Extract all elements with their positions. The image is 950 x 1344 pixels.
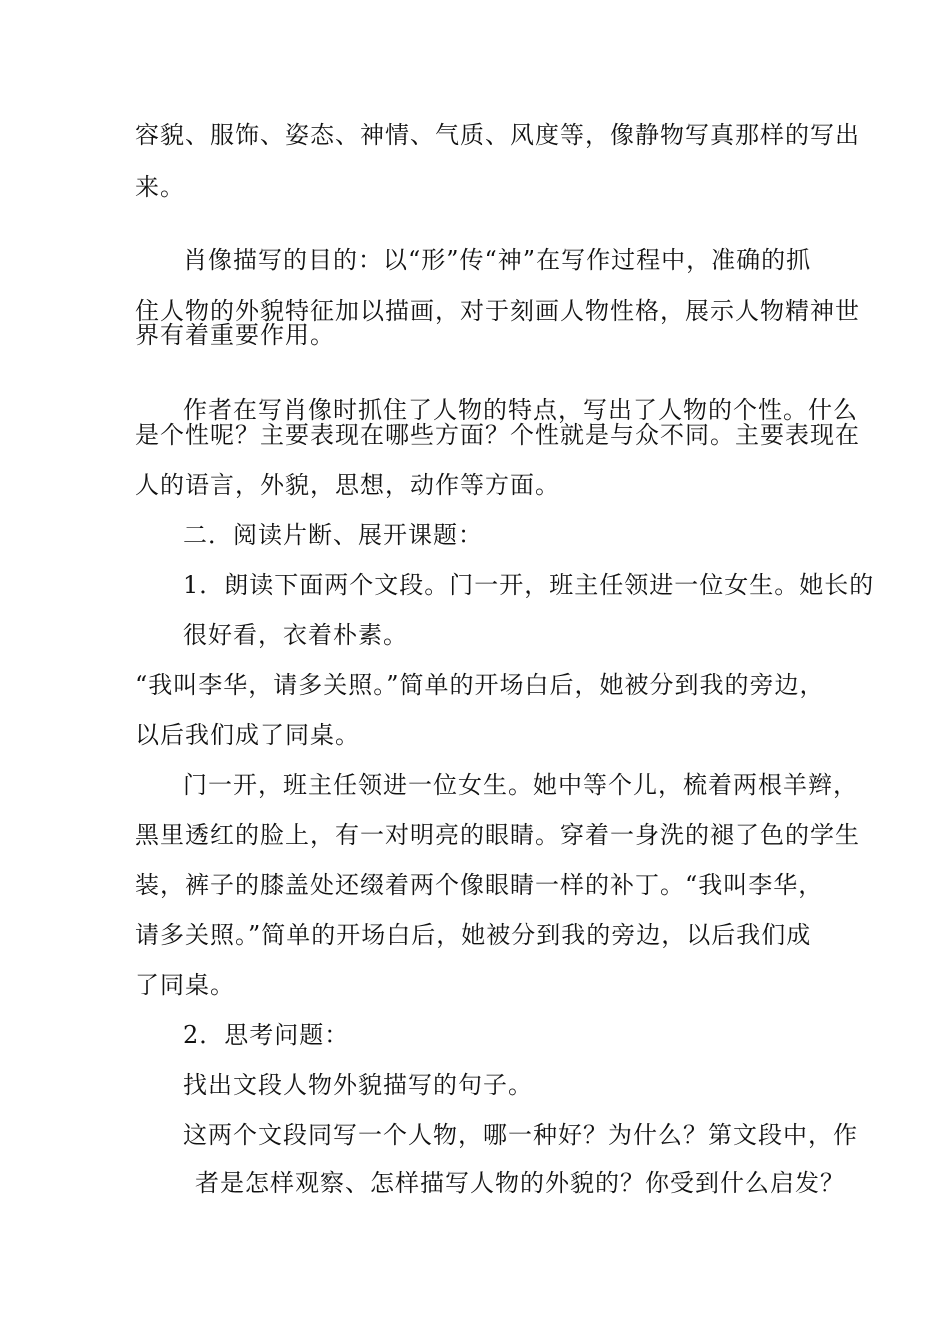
text-line-5: 界有着重要作用。 (135, 321, 335, 349)
text-line-7: 是个性呢？主要表现在哪些方面？个性就是与众不同。主要表现在 (135, 421, 860, 449)
text-line-20: 找出文段人物外貌描写的句子。 (183, 1071, 533, 1099)
text-line-18: 了同桌。 (135, 971, 235, 999)
text-line-10: 1．朗读下面两个文段。门一开，班主任领进一位女生。她长的 (183, 571, 875, 599)
text-line-15: 黑里透红的脸上，有一对明亮的眼睛。穿着一身洗的褪了色的学生 (135, 821, 860, 849)
text-line-8: 人的语言，外貌，思想，动作等方面。 (135, 471, 560, 499)
text-line-12: “我叫李华，请多关照。”简单的开场白后，她被分到我的旁边， (135, 671, 825, 699)
text-line-17: 请多关照。”简单的开场白后，她被分到我的旁边，以后我们成 (135, 921, 812, 949)
text-line-13: 以后我们成了同桌。 (135, 721, 360, 749)
text-line-21: 这两个文段同写一个人物，哪一种好？为什么？第文段中，作 (183, 1121, 858, 1149)
text-line-2: 来。 (135, 173, 185, 201)
text-line-19: 2．思考问题： (183, 1021, 350, 1049)
text-line-6: 作者在写肖像时抓住了人物的特点，写出了人物的个性。什么 (183, 396, 858, 424)
text-line-22: 者是怎样观察、怎样描写人物的外貌的？你受到什么启发？ (195, 1169, 845, 1197)
text-line-11: 很好看，衣着朴素。 (183, 621, 408, 649)
text-line-4: 住人物的外貌特征加以描画，对于刻画人物性格，展示人物精神世 (135, 297, 860, 325)
text-line-14: 门一开，班主任领进一位女生。她中等个儿，梳着两根羊辫， (183, 771, 858, 799)
text-line-9: 二．阅读片断、展开课题： (183, 521, 483, 549)
text-line-3: 肖像描写的目的：以“形”传“神”在写作过程中，准确的抓 (183, 246, 812, 274)
text-line-16: 装，裤子的膝盖处还缀着两个像眼睛一样的补丁。“我叫李华， (135, 871, 824, 899)
text-line-1: 容貌、服饰、姿态、神情、气质、风度等，像静物写真那样的写出 (135, 121, 860, 149)
